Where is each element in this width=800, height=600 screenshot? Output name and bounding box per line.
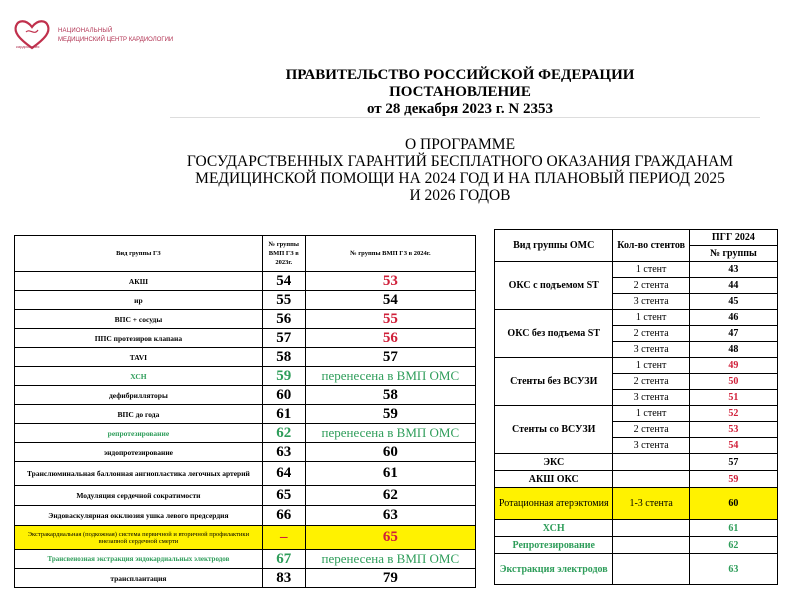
row-name: эндопротезирование [15,443,263,462]
row-2024: 58 [305,386,475,405]
row-2023: – [262,526,305,550]
col-header-type: Вид группы ГЗ [15,236,263,272]
decree-type: ПОСТАНОВЛЕНИЕ [389,84,531,100]
table-row [15,424,476,443]
group-name: ОКС без подъема ST [495,310,613,358]
table-row [495,262,778,278]
row-2023: 67 [262,550,305,569]
row-2023: 54 [262,272,305,291]
table-row [495,471,778,488]
row-name: ППС протезиров клапана [15,329,263,348]
row-2024: 79 [305,569,475,588]
title-line-1: О ПРОГРАММЕ [404,136,516,153]
stents-count: 3 стента [613,342,689,358]
decree-date: от 28 декабря 2023 г. N 2353 [367,101,553,117]
group-number: 52 [689,406,777,422]
row-2024: перенесена в ВМП ОМС [305,550,475,569]
table-row [15,550,476,569]
row-2023: 59 [262,367,305,386]
group-number: 44 [689,278,777,294]
col-header-pgg: ПГГ 2024 [689,230,777,246]
gov-header: ПРАВИТЕЛЬСТВО РОССИЙСКОЙ ФЕДЕРАЦИИ [285,67,635,83]
single-stents [613,520,689,537]
row-2024: 61 [305,462,475,486]
row-name: репротезирование [15,424,263,443]
row-2023: 58 [262,348,305,367]
col-header-type: Вид группы ОМС [495,230,613,262]
col-header-stents: Кол-во стентов [613,230,689,262]
group-number: 45 [689,294,777,310]
row-2024: 53 [305,272,475,291]
stents-count: 2 стента [613,278,689,294]
title-line-2: ГОСУДАРСТВЕННЫХ ГАРАНТИЙ БЕСПЛАТНОГО ОКАЗАНИЯ ГРАЖДАНАМ [186,153,734,170]
stents-count: 1 стент [613,406,689,422]
table-row [495,406,778,422]
row-name: дефибрилляторы [15,386,263,405]
group-number: 51 [689,390,777,406]
table-row [15,386,476,405]
group-number: 43 [689,262,777,278]
table-row [15,486,476,506]
row-2023: 61 [262,405,305,424]
row-2024: 57 [305,348,475,367]
single-name: АКШ ОКС [495,471,613,488]
table-row [495,520,778,537]
stents-count: 1 стент [613,358,689,374]
group-name: Стенты со ВСУЗИ [495,406,613,454]
single-name: Экстракция электродов [495,554,613,585]
group-number: 50 [689,374,777,390]
table-row-highlighted [15,526,476,550]
row-2023: 66 [262,506,305,526]
divider [170,117,760,118]
row-2023: 55 [262,291,305,310]
group-number: 49 [689,358,777,374]
logo-line-1: НАЦИОНАЛЬНЫЙ [58,28,113,34]
row-2023: 83 [262,569,305,588]
table-row [15,367,476,386]
single-number: 62 [689,537,777,554]
table-row [15,569,476,588]
vmp-gz-table [14,235,476,588]
table-row [15,443,476,462]
stents-count: 2 стента [613,326,689,342]
row-2024: перенесена в ВМП ОМС [305,424,475,443]
row-name: ир [15,291,263,310]
single-name: ЭКС [495,454,613,471]
single-name: Репротезирование [495,537,613,554]
col-header-2023: № группы ВМП ГЗ в 2023г. [262,236,305,272]
row-name: ВПС до года [15,405,263,424]
row-name: трансплантация [15,569,263,588]
group-number: 48 [689,342,777,358]
single-number: 60 [689,488,777,520]
title-line-3: МЕДИЦИНСКОЙ ПОМОЩИ НА 2024 ГОД И НА ПЛАНОВЫЙ ПЕРИОД 2025 [195,170,725,187]
row-2024: 65 [305,526,475,550]
single-number: 61 [689,520,777,537]
row-2023: 57 [262,329,305,348]
group-number: 46 [689,310,777,326]
row-2024: 54 [305,291,475,310]
stents-count: 3 стента [613,438,689,454]
stents-count: 3 стента [613,294,689,310]
table-row [495,554,778,585]
group-name: ОКС с подъемом ST [495,262,613,310]
title-line-4: И 2026 ГОДОВ [409,187,511,204]
table-row [15,462,476,486]
row-name: Экстракардиальная (подкожная) система первичной и вторичной профилактики внезапной сердечной смерти [15,526,263,550]
row-name: ХСН [15,367,263,386]
vmp-oms-table [494,229,778,585]
logo-line-2: МЕДИЦИНСКИЙ ЦЕНТР КАРДИОЛОГИИ [58,37,174,43]
single-stents: 1-3 стента [613,488,689,520]
row-2023: 64 [262,462,305,486]
single-name: ХСН [495,520,613,537]
group-number: 54 [689,438,777,454]
row-2024: перенесена в ВМП ОМС [305,367,475,386]
row-2023: 62 [262,424,305,443]
row-2024: 59 [305,405,475,424]
stents-count: 1 стент [613,310,689,326]
row-2024: 56 [305,329,475,348]
single-name: Ротационная атерэктомия [495,488,613,520]
logo [12,18,174,54]
group-number: 47 [689,326,777,342]
single-stents [613,454,689,471]
col-header-group: № группы [689,246,777,262]
table-row [15,405,476,424]
stents-count: 2 стента [613,374,689,390]
row-name: Эндоваскулярная окклюзия ушка левого предсердия [15,506,263,526]
table-row [15,348,476,367]
row-2024: 62 [305,486,475,506]
table-row [15,310,476,329]
stents-count: 3 стента [613,390,689,406]
row-name: Трансвенозная экстракция эндокардиальных электродов [15,550,263,569]
row-2023: 63 [262,443,305,462]
col-header-2024: № группы ВМП ГЗ в 2024г. [305,236,475,272]
table-row [15,329,476,348]
row-name: Транслюминальная баллонная ангиопластика легочных артерий [15,462,263,486]
row-2024: 60 [305,443,475,462]
stents-count: 2 стента [613,422,689,438]
table-row [495,454,778,471]
single-number: 59 [689,471,777,488]
single-stents [613,471,689,488]
row-2023: 56 [262,310,305,329]
stents-count: 1 стент [613,262,689,278]
table-row [495,358,778,374]
row-name: TAVI [15,348,263,367]
single-stents [613,554,689,585]
table-row [495,537,778,554]
table-row [15,272,476,291]
program-title [160,136,760,204]
row-2023: 60 [262,386,305,405]
single-number: 57 [689,454,777,471]
row-2024: 55 [305,310,475,329]
logo-caption: кардиология [16,44,40,49]
row-name: ВПС + сосуды [15,310,263,329]
row-2024: 63 [305,506,475,526]
row-name: АКШ [15,272,263,291]
table-row-highlighted [495,488,778,520]
row-name: Модуляция сердечной сократимости [15,486,263,506]
group-name: Стенты без ВСУЗИ [495,358,613,406]
table-row [15,291,476,310]
single-number: 63 [689,554,777,585]
single-stents [613,537,689,554]
table-header-row [495,230,778,246]
table-row [495,310,778,326]
table-row [15,506,476,526]
group-number: 53 [689,422,777,438]
row-2023: 65 [262,486,305,506]
table-header-row [15,236,476,272]
